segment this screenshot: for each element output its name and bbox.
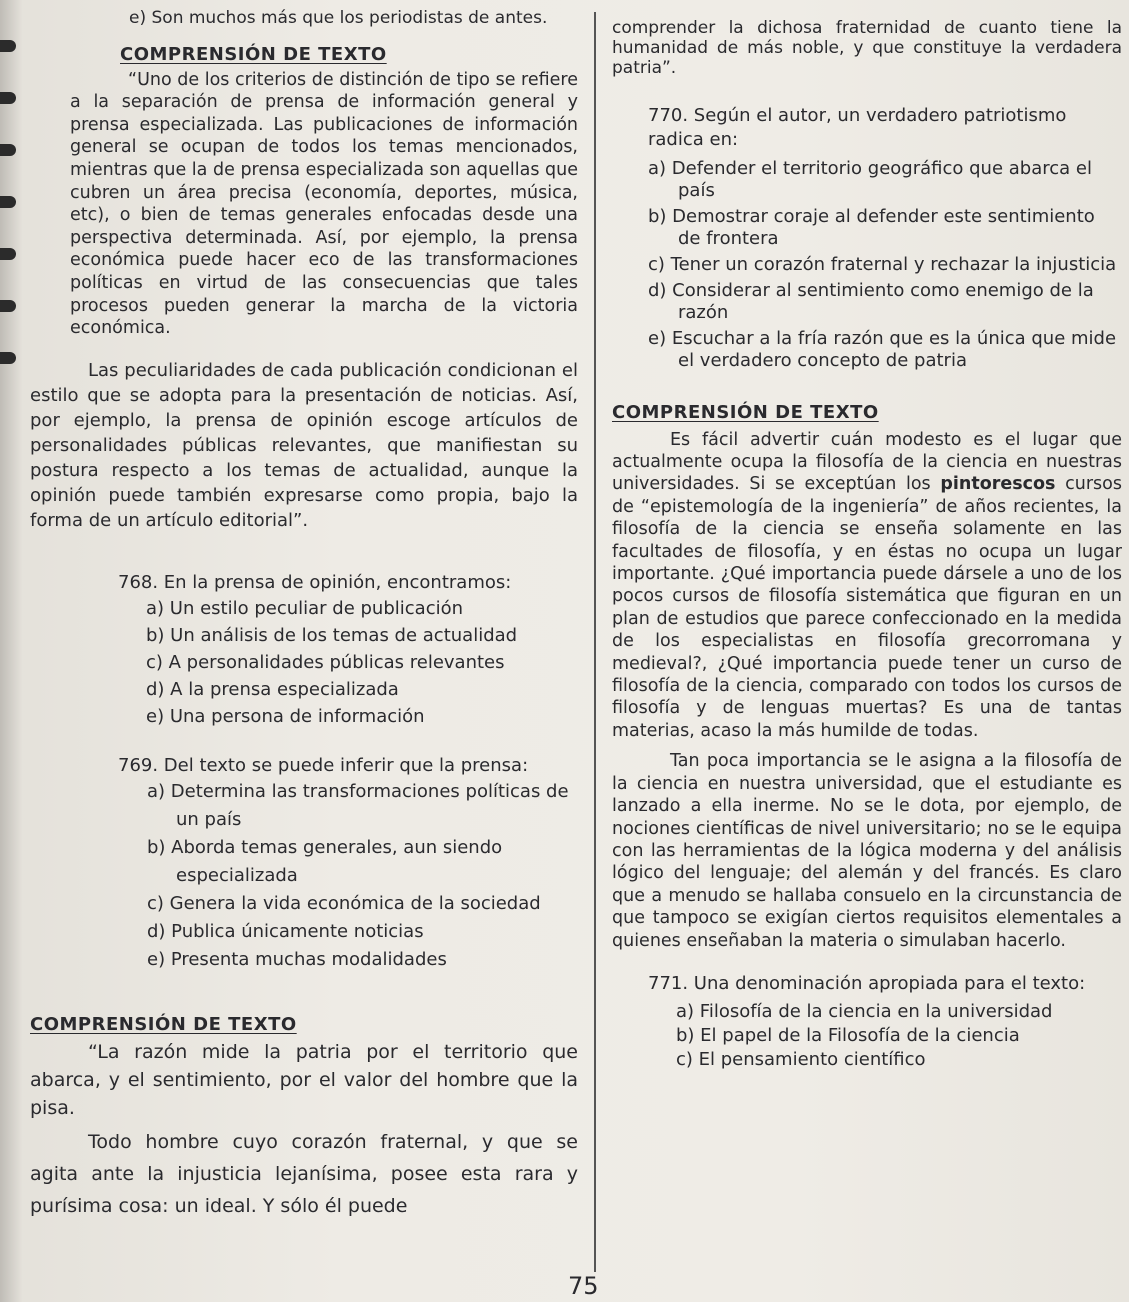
option-e-previous: e) Son muchos más que los periodistas de antes.: [129, 8, 548, 28]
question-771: 771. Una denominación apropiada para el texto:: [648, 972, 1086, 994]
question-768: 768. En la prensa de opinión, encontramos:: [118, 571, 512, 593]
reading-paragraph-6: Tan poca importancia se le asigna a la filosofía de la ciencia en nuestra universidad, que el estudiante es lanzado a ella inerme. No se le dota, por ejemplo, de nociones científicas de nivel universitario; no se le equipa con las herramientas de la lógica moderna y del análisis lógico del lenguaje; del alemán y del francés. Es claro que a menudo se hallaba consuelo en la circunstancia de que tampoco se exigían ciertos requisitos elementales a quienes enseñaban la materia o simulaban hacerlo.: [612, 751, 1122, 951]
option-770-d[interactable]: d) Considerar al sentimiento como enemigo de la razón: [648, 280, 1094, 323]
page-number: 75: [568, 1272, 599, 1300]
option-770-a[interactable]: a) Defender el territorio geográfico que abarca el país: [648, 158, 1092, 201]
reading-paragraph-2: Las peculiaridades de cada publicación condicionan el estilo que se adopta para la presentación de noticias. Así, por ejemplo, la prensa de opinión escoge artículos de personalidades públicas relevantes, que manifiestan su postura respecto a los temas de actualidad, aunque la opinión puede también expresarse como propia, bajo la forma de un artículo editorial”.: [30, 359, 578, 531]
bold-word: pintorescos: [940, 474, 1056, 495]
option-769-d[interactable]: d) Publica únicamente noticias: [147, 920, 424, 942]
question-770: 770. Según el autor, un verdadero patriotismo radica en:: [648, 105, 1067, 150]
option-771-b[interactable]: b) El papel de la Filosofía de la ciencia: [676, 1024, 1020, 1046]
reading-paragraph-4: Todo hombre cuyo corazón fraternal, y que se agita ante la injusticia lejanísima, posee esta rara y purísima cosa: un ideal. Y sólo él puede: [30, 1131, 578, 1218]
section-heading-1: COMPRENSIÓN DE TEXTO: [120, 44, 387, 65]
option-770-c[interactable]: c) Tener un corazón fraternal y rechazar la injusticia: [648, 254, 1117, 275]
reading-paragraph-1: “Uno de los criterios de distinción de tipo se refiere a la separación de prensa de información general y prensa especializada. Las publicaciones de información general se ocupan de todos los temas mencionados, mientras que la de prensa especializada son aquellas que cubren un área precisa (economía, deportes, música, etc), o bien de temas generales enfocadas desde una perspectiva determinada. Así, por ejemplo, la prensa económica puede hacer eco de las transformaciones políticas en virtud de las consecuencias que tales procesos pueden generar la marcha de la victoria económica.: [70, 69, 578, 339]
right-column: [612, 18, 1122, 1072]
reading-paragraph-3: “La razón mide la patria por el territorio que abarca, y el sentimiento, por el valor del hombre que la pisa.: [30, 1041, 578, 1120]
spiral-binding: [0, 0, 22, 1302]
option-771-a[interactable]: a) Filosofía de la ciencia en la universidad: [676, 1000, 1053, 1022]
reading-paragraph-5: Es fácil advertir cuán modesto es el lugar que actualmente ocupa la filosofía de la ciencia en nuestras universidades. Si se exceptúan los pintorescos cursos de “epistemología de la ingeniería” de años recientes, la filosofía de la ciencia se enseña solamente en las facultades de filosofía, y en éstas no ocupa un lugar importante. ¿Qué importancia puede dársele a uno de los pocos cursos de filosofía sistemática que figuran en un plan de estudios que parece confeccionado en la medida de los especialistas en filosofía grecorromana y medieval?, ¿Qué importancia puede tener un curso de filosofía de la ciencia, comparado con todos los cursos de filosofía y de lenguas muertas? Es una de tantas materias, acaso la más humilde de todas.: [612, 429, 1122, 741]
option-768-d[interactable]: d) A la prensa especializada: [146, 678, 399, 700]
option-769-e[interactable]: e) Presenta muchas modalidades: [147, 948, 447, 970]
column-divider: [594, 12, 596, 1272]
question-769: 769. Del texto se puede inferir que la prensa:: [118, 754, 529, 776]
option-768-e[interactable]: e) Una persona de información: [146, 705, 425, 727]
option-768-a[interactable]: a) Un estilo peculiar de publicación: [146, 597, 464, 619]
option-770-b[interactable]: b) Demostrar coraje al defender este sentimiento de frontera: [648, 206, 1095, 249]
section-heading-3: COMPRENSIÓN DE TEXTO: [612, 402, 879, 423]
option-771-c[interactable]: c) El pensamiento científico: [676, 1048, 926, 1070]
reading-continuation: comprender la dichosa fraternidad de cuanto tiene la humanidad de más noble, y que constituye la verdadera patria”.: [612, 18, 1122, 78]
option-769-c[interactable]: c) Genera la vida económica de la sociedad: [147, 892, 541, 914]
option-768-c[interactable]: c) A personalidades públicas relevantes: [146, 651, 505, 673]
left-column: [30, 8, 578, 1222]
option-770-e[interactable]: e) Escuchar a la fría razón que es la única que mide el verdadero concepto de patria: [648, 328, 1117, 371]
option-769-a[interactable]: a) Determina las transformaciones políticas de un país: [147, 780, 569, 830]
option-768-b[interactable]: b) Un análisis de los temas de actualidad: [146, 624, 518, 646]
section-heading-2: COMPRENSIÓN DE TEXTO: [30, 1013, 297, 1035]
option-769-b[interactable]: b) Aborda temas generales, aun siendo especializada: [147, 836, 503, 886]
